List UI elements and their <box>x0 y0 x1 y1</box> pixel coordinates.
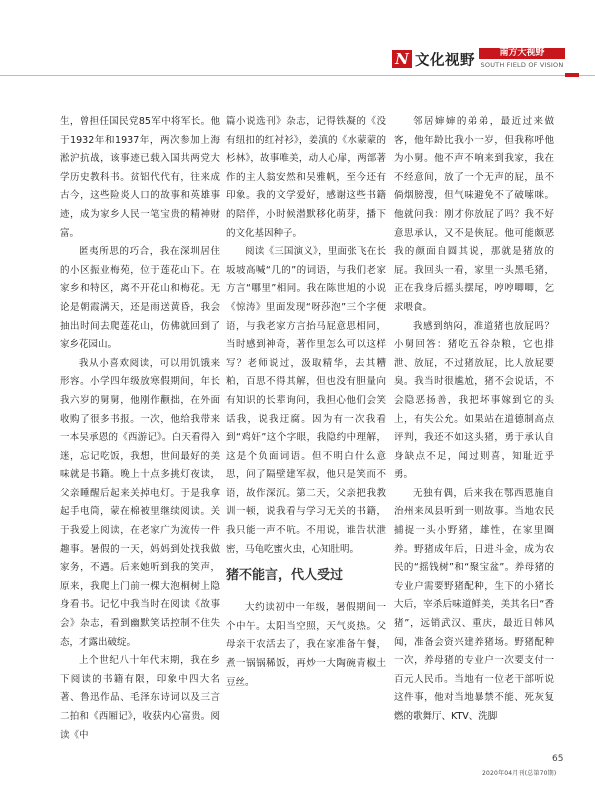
paragraph: 我从小喜欢阅读，可以用饥饿来形容。小学四年级放寒假期间，年长我六岁的舅舅，他刚作颧拙，在外面收购了很多书报。一次，他给我带来一本吴承恩的《西游记》。白天看得入迷，忘记吃饭，我想，世间最好的美味就是书籍。晚上十点多挑灯夜读，父亲睡醒后起来关掉电灯。于是我拿起手电筒，蒙在棉被里继续阅读。关于我爱上阅读，在老家广为流传一件趣事。暑假的一天，妈妈到处找我做家务，不遇。后来她听到我的笑声，原来，我爬上门前一棵大泡桐树上隐身看书。记忆中我当时在阅读《故事会》杂志，看到幽默笑话控制不住失态，才露出破绽。 <box>60 357 220 648</box>
section-header <box>392 48 567 70</box>
text-column-1 <box>60 113 220 745</box>
paragraph: 匿夷所思的巧合，我在深圳居住的小区振业梅苑，位于莲花山下。在家乡和特区，离不开花山和梅花。无论是朝霞满天，还是雨送黄昏，我会抽出时间去爬莲花山，仿佛就回到了家乡花园山。 <box>60 246 220 351</box>
paragraph: 我感到纳闷，准道猪也放屁吗？小舅回答：猪吃五谷杂粮，它也排泄、放屁，不过猪放屁，比人放屁要臭。我当时很尴尬，猪不会说话，不会隐恶扬善，我把坏事嫁到它的头上，有失公允。如果站在道德制高点评判，我还不如这头猪，勇于承认自身缺点不足，闻过则喜，知耻近乎勇。 <box>394 320 554 481</box>
paragraph: 邻居婶婶的弟弟，最近过来做客，他年龄比我小一岁，但我称呼他为小舅。他不声不响来到我家，我在不经意间，放了一个无声的屁，虽不倘烟膀溲，但气味避免不了破嗦咪。他就问我：刚才你放屁了吗？我不好意思承认，又不是俠屁。他可能颇恶我的颜面自圆其说，那就是猪放的屁。我回头一看，家里一头黑毛猪，正在我身后摇头摆尾，哼哼唧唧，乞求喂食。 <box>394 116 554 313</box>
brand-name-en: SOUTH FIELD OF VISION <box>480 61 564 69</box>
brand-name-cn: 南方大视野 <box>479 48 565 59</box>
text-column-2 <box>226 113 386 692</box>
header-rule <box>0 75 595 76</box>
page-number: 65 <box>552 754 564 764</box>
magazine-logo-icon: N <box>392 50 412 68</box>
section-title: 文化视野 <box>415 53 475 69</box>
paragraph: 生，曾担任国民党85军中将军长。他于1932年和1937年，两次参加上海淞沪抗战，该事迹已载入国共两党大学历史教科书。贫铝代代有，往来成古今，这些险炎人口的故事和英雄事迹，成为家乡人民一笔宝贵的精神财富。 <box>60 116 220 239</box>
paragraph: 篇小说选刊》杂志，记得铁凝的《没有纽扣的红衬衫》，姜滇的《水蒙蒙的杉林》，故事唯美，动人心扉，两部著作的主人翁安然和吴雅帆，至今还有印象。我的文学爱好，感谢这些书籍的陪伴，小时候潜默移化萌芽，播下的文化基因种子。 <box>226 116 386 239</box>
section-heading: 猪不能言，代人受过 <box>226 568 344 584</box>
paragraph: 无独有偶，后来我在鄂西恩施自治州来凤县听到一则故事。当地农民捕捉一头小野猪，雄性，在家里圈养。野猪成年后，日进斗金，成为农民的“摇钱树”和“聚宝盆”。养母猪的专业户需要野猪配种，生下的小猪长大后，宰杀后味道鲜美，美其名曰“香猪”，远销武汉、重庆，最近日韩风闻，准备会资兴建养猪场。野猪配种一次，养母猪的专业户一次要支付一百元人民币。当地有一位老干部听说这件事，他对当地暴禁不能、死灰复燃的歌舞厅、KTV、洗脚 <box>394 487 554 722</box>
paragraph: 上个世纪八十年代末期，我在乡下阅读的书籍有限，印象中四大名著、鲁迅作品、毛泽东诗词以及三言二拍和《西厢记》，收获内心富贵。阅读《中 <box>60 655 220 741</box>
paragraph: 大约读初中一年级，暑假期间一个中午。太阳当空照，天气炎热。父母亲干农活去了，我在家准备午餐，煮一锅锅稀饭，再炒一大陶碗青椒土豆丝。 <box>226 602 386 688</box>
issue-info: 2020年04月刊(总第70期) <box>482 770 557 777</box>
paragraph: 阅读《三国演义》，里面张飞在长坂坡高喊“几的”的词语，与我们老家方言“哪里”相同。我在陈世旭的小说《惊涛》里面发现“呀莎泡”三个字便语，与我老家方言抬马屁意思相同，当时感到神奇，著作里怎么可以这样写？老师说过，汲取精华，去其糟粕，百思不得其解，但也没有胆量向有知识的长辈询问，我担心他们会笑话我，说我迂腐。因为有一次我看到“鸡奸”这个字眼，我隐约中理解，这是个负面词语。但不明白什么意思，问了隔壁建军叔，他只是笑而不语，故作深沉。第二天，父亲把我教训一顿，说我看与学习无关的书籍，我只能一声不吭。不用说，谁告状泄密，马龟吃蜜火虫，心知肚明。 <box>226 246 386 555</box>
header-rule-accent <box>565 73 579 77</box>
text-column-3 <box>394 113 554 727</box>
